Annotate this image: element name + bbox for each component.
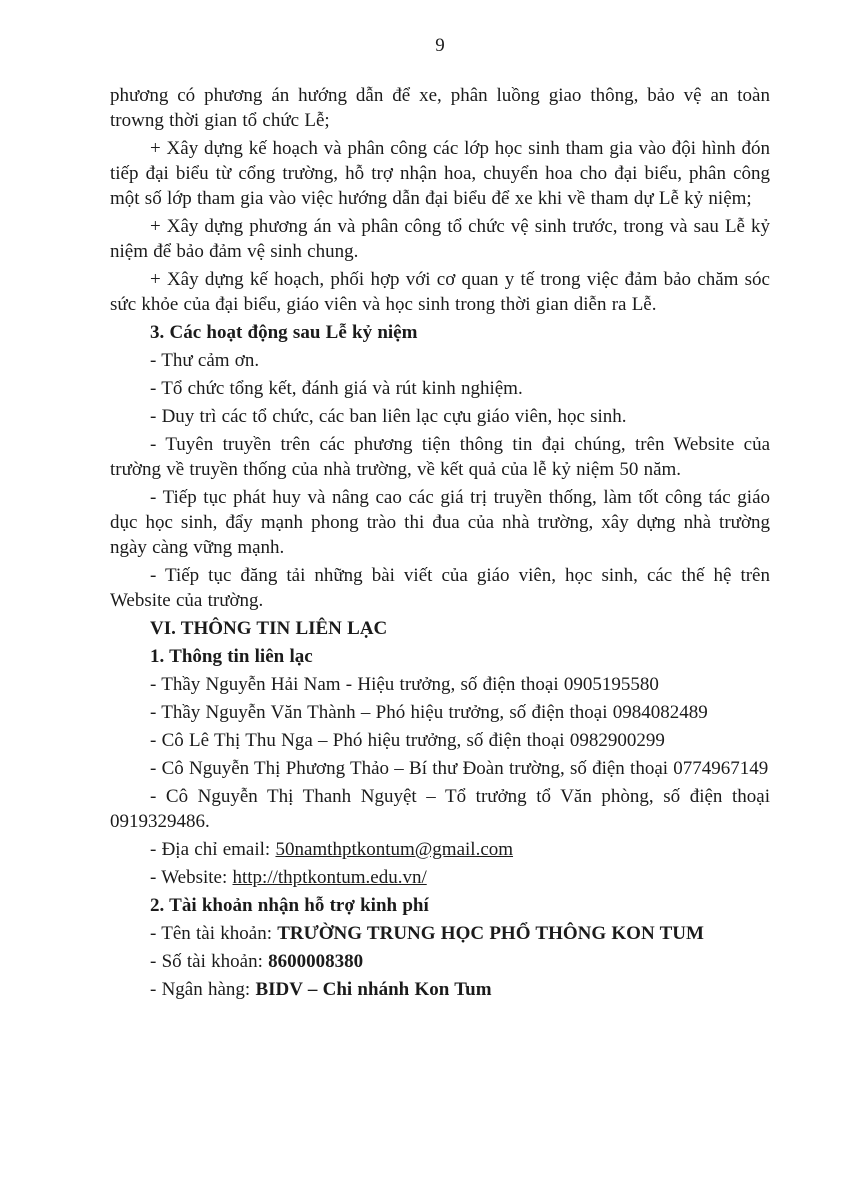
paragraph bbox=[110, 921, 770, 946]
text-run: phương có phương án hướng dẫn để xe, phân luồng giao thông, bảo vệ an toàn trowng thời gian tổ chức Lễ; bbox=[110, 85, 770, 131]
paragraph bbox=[110, 404, 770, 429]
text-run: - Tuyên truyền trên các phương tiện thông tin đại chúng, trên Website của trường về truyền thống của nhà trường, về kết quả của lễ kỷ niệm 50 năm. bbox=[110, 434, 770, 480]
text-run: - Cô Nguyễn Thị Phương Thảo – Bí thư Đoàn trường, số điện thoại 0774967149 bbox=[150, 758, 769, 779]
text-run: - Thầy Nguyễn Hải Nam - Hiệu trưởng, số điện thoại 0905195580 bbox=[150, 674, 659, 695]
text-run: - Duy trì các tổ chức, các ban liên lạc cựu giáo viên, học sinh. bbox=[150, 406, 627, 427]
text-run: - Tên tài khoản: bbox=[150, 923, 278, 944]
paragraph bbox=[110, 728, 770, 753]
website-link[interactable]: http://thptkontum.edu.vn/ bbox=[232, 867, 427, 888]
paragraph bbox=[110, 672, 770, 697]
text-run: - Số tài khoản: bbox=[150, 951, 269, 972]
text-run: 2. Tài khoản nhận hỗ trợ kinh phí bbox=[150, 895, 429, 916]
paragraph bbox=[110, 432, 770, 482]
paragraph bbox=[110, 376, 770, 401]
text-run: 3. Các hoạt động sau Lễ kỷ niệm bbox=[150, 322, 418, 343]
text-run: VI. THÔNG TIN LIÊN LẠC bbox=[150, 618, 388, 639]
page-number: 9 bbox=[435, 35, 445, 56]
paragraph bbox=[110, 837, 770, 862]
paragraph bbox=[110, 83, 770, 133]
text-run: - Ngân hàng: bbox=[150, 979, 256, 1000]
text-run: - Địa chỉ email: bbox=[150, 839, 276, 860]
text-run: - Thầy Nguyễn Văn Thành – Phó hiệu trưởng, số điện thoại 0984082489 bbox=[150, 702, 708, 723]
paragraph bbox=[110, 348, 770, 373]
text-run: - Website: bbox=[150, 867, 233, 888]
paragraph bbox=[110, 563, 770, 613]
text-run: + Xây dựng phương án và phân công tổ chức vệ sinh trước, trong và sau Lễ kỷ niệm để bảo đảm vệ sinh chung. bbox=[110, 216, 770, 262]
text-run: - Cô Nguyễn Thị Thanh Nguyệt – Tổ trưởng tổ Văn phòng, số điện thoại 0919329486. bbox=[110, 786, 770, 832]
text-run: - Tổ chức tổng kết, đánh giá và rút kinh nghiệm. bbox=[150, 378, 523, 399]
email-link[interactable]: 50namthptkontum@gmail.com bbox=[275, 839, 514, 860]
paragraph bbox=[110, 267, 770, 317]
paragraph bbox=[110, 977, 770, 1002]
section-heading bbox=[110, 644, 770, 669]
paragraph bbox=[110, 700, 770, 725]
paragraph bbox=[110, 136, 770, 211]
text-run: - Thư cảm ơn. bbox=[150, 350, 260, 371]
paragraph bbox=[110, 485, 770, 560]
document-body bbox=[110, 80, 770, 1005]
bank-name: BIDV – Chi nhánh Kon Tum bbox=[255, 979, 492, 1000]
text-run: - Tiếp tục đăng tải những bài viết của giáo viên, học sinh, các thế hệ trên Website của trường. bbox=[110, 565, 770, 611]
text-run: + Xây dựng kế hoạch và phân công các lớp học sinh tham gia vào đội hình đón tiếp đại biểu từ cổng trường, hỗ trợ nhận hoa, chuyển hoa cho đại biểu, phân công một số lớp tham gia vào việc hướng dẫn đại biểu để xe khi về tham dự Lễ kỷ niệm; bbox=[110, 138, 770, 209]
account-number: 8600008380 bbox=[268, 951, 364, 972]
section-heading bbox=[110, 320, 770, 345]
paragraph bbox=[110, 784, 770, 834]
section-heading bbox=[110, 893, 770, 918]
paragraph bbox=[110, 214, 770, 264]
account-name: TRƯỜNG TRUNG HỌC PHỔ THÔNG KON TUM bbox=[277, 923, 704, 944]
text-run: + Xây dựng kế hoạch, phối hợp với cơ quan y tế trong việc đảm bảo chăm sóc sức khỏe của đại biểu, giáo viên và học sinh trong thời gian diễn ra Lễ. bbox=[110, 269, 770, 315]
text-run: - Cô Lê Thị Thu Nga – Phó hiệu trưởng, số điện thoại 0982900299 bbox=[150, 730, 665, 751]
text-run: - Tiếp tục phát huy và nâng cao các giá trị truyền thống, làm tốt công tác giáo dục học sinh, đẩy mạnh phong trào thi đua của nhà trường, xây dựng nhà trường ngày càng vững mạnh. bbox=[110, 487, 770, 558]
text-run: 1. Thông tin liên lạc bbox=[150, 646, 313, 667]
paragraph bbox=[110, 949, 770, 974]
paragraph bbox=[110, 756, 770, 781]
section-heading bbox=[110, 616, 770, 641]
paragraph bbox=[110, 865, 770, 890]
